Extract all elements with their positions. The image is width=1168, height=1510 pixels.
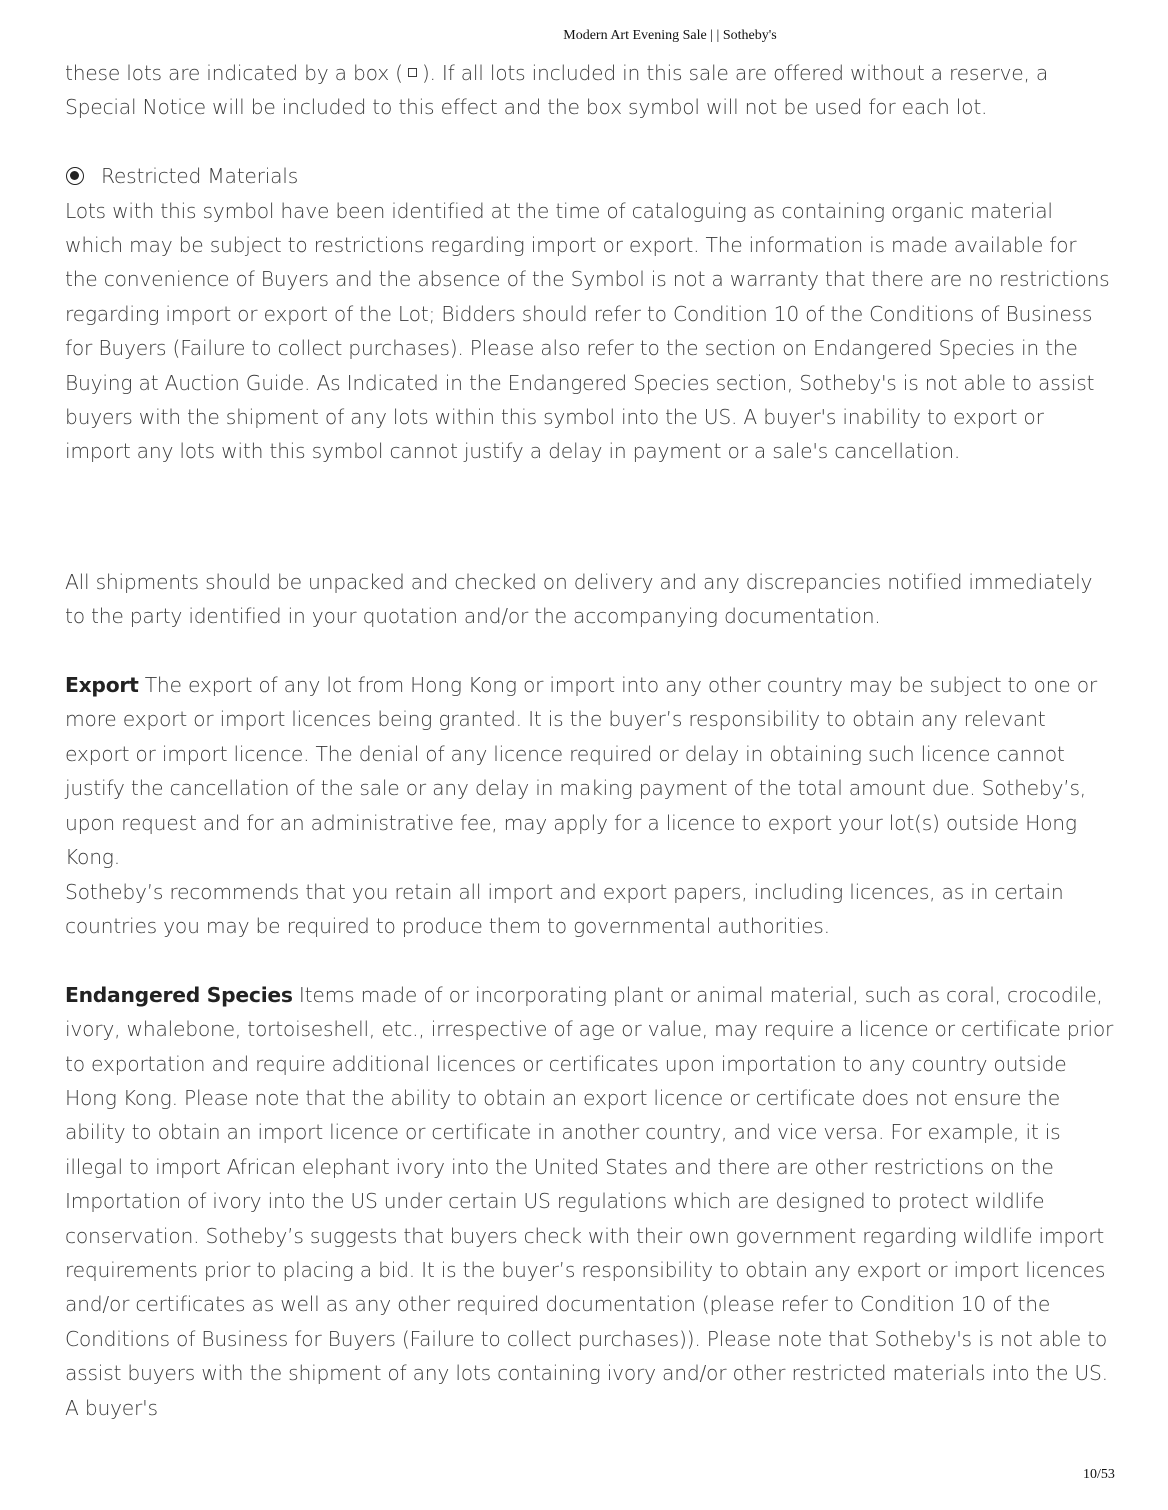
restricted-materials-paragraph: Lots with this symbol have been identified at the time of cataloguing as containing organic material which may be subject to restrictions regarding import or export. The information is made available for the convenience of Buyers and the absence of the Symbol is not a warranty that there are no restrictions regarding import or export of the Lot; Bidders should refer to Condition 10 of the Conditions of Business for Buyers (Failure to collect purchases). Please also refer to the section on Endangered Species in the Buying at Auction Guide. As Indicated in the Endangered Species section, Sotheby's is not able to assist buyers with the shipment of any lots within this symbol into the US. A buyer's inability to export or import any lots with this symbol cannot justify a delay in payment or a sale's cancellation. <box>65 198 1110 464</box>
reserve-notice-text-end: ). If all lots included in this sale are offered without a reserve, a Special Notice will be included to this effect and the box symbol will not be used for each lot. <box>65 61 1049 120</box>
document-body <box>65 56 1115 1425</box>
page-header-title: Modern Art Evening Sale | | Sotheby's <box>563 28 777 43</box>
spacer <box>65 125 1115 159</box>
endangered-species-body: Items made of or incorporating plant or animal material, such as coral, crocodile, ivory, whalebone, tortoiseshell, etc., irrespective of age or value, may require a licence or certificate prior to exportation and require additional licences or certificates upon importation to any country outside Hong Kong. Please note that the ability to obtain an export licence or certificate does not ensure the ability to obtain an import licence or certificate in another country, and vice versa. For example, it is illegal to import African elephant ivory into the United States and there are other restrictions on the Importation of ivory into the US under certain US regulations which are designed to protect wildlife conservation. Sotheby’s suggests that buyers check with their own government regarding wildlife import requirements prior to placing a bid. It is the buyer’s responsibility to obtain any export or import licences and/or certificates as well as any other required documentation (please refer to Condition 10 of the Conditions of Business for Buyers (Failure to collect purchases)). Please note that Sotheby's is not able to assist buyers with the shipment of any lots containing ivory and/or other restricted materials into the US. A buyer's <box>65 982 1114 1420</box>
export-body: The export of any lot from Hong Kong or import into any other country may be subject to one or more export or import licences being granted. It is the buyer’s responsibility to obtain any relevant export or import licence. The denial of any licence required or delay in obtaining such licence cannot justify the cancellation of the sale or any delay in making payment of the total amount due. Sotheby’s, upon request and for an administrative fee, may apply for a licence to export your lot(s) outside Hong Kong. <box>65 673 1097 870</box>
shipments-paragraph: All shipments should be unpacked and checked on delivery and any discrepancies notified immediately to the party identified in your quotation and/or the accompanying documentation. <box>65 569 1093 629</box>
restricted-materials-heading-label: Restricted Materials <box>101 164 299 189</box>
restricted-materials-heading <box>65 159 1115 193</box>
page-number: 10/53 <box>1083 1467 1115 1482</box>
reserve-notice-text-start: these lots are indicated by a box ( <box>65 61 403 85</box>
spacer <box>65 634 1115 668</box>
spacer <box>65 943 1115 977</box>
spacer <box>65 469 1115 565</box>
endangered-species-lead: Endangered Species <box>65 982 293 1007</box>
export-recommendation-paragraph: Sotheby’s recommends that you retain all import and export papers, including licences, as in certain countries you may be required to produce them to governmental authorities. <box>65 879 1064 938</box>
reserve-notice-paragraph <box>65 56 1115 125</box>
restricted-materials-symbol-icon <box>66 167 84 185</box>
endangered-species-paragraph <box>65 978 1115 1425</box>
export-lead: Export <box>65 673 139 698</box>
export-paragraph <box>65 668 1115 874</box>
no-reserve-box-icon <box>408 68 417 77</box>
